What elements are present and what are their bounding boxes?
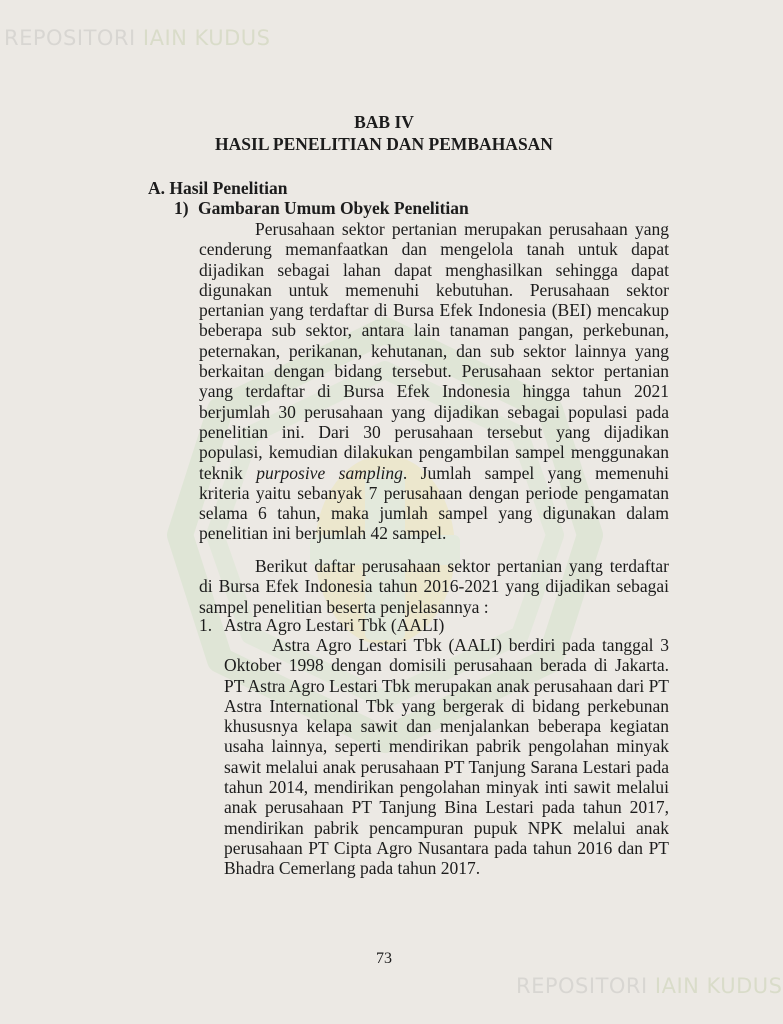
page-number: 73 — [376, 950, 392, 967]
subsection-heading — [174, 198, 469, 219]
list-item-body: Astra Agro Lestari Tbk (AALI) berdiri pada tanggal 3 Oktober 1998 dengan domisili perusahaan berada di Jakarta. PT Astra Agro Lestari Tbk merupakan anak perusahaan dari PT Astra International Tbk yang bergerak di bidang perkebunan khususnya kelapa sawit dan menjalankan beberapa kegiatan usaha lainnya, seperti mendirikan pabrik pengolahan minyak sawit melalui anak perusahaan PT Tanjung Sarana Lestari pada tahun 2014, mendirikan pengolahan minyak inti sawit melalui anak perusahaan PT Tanjung Bina Lestari pada tahun 2017, mendirikan pabrik pencampuran pupuk NPK melalui anak perusahaan PT Cipta Agro Nusantara pada tahun 2016 dan PT Bhadra Cemerlang pada tahun 2017. — [224, 635, 669, 879]
watermark-top-accent: IAIN KUDUS — [142, 26, 271, 50]
list-item-title: Astra Agro Lestari Tbk (AALI) — [224, 615, 445, 635]
italic-term: purposive sampling — [256, 462, 403, 483]
paragraph-sample-intro: Berikut daftar perusahaan sektor pertanian yang terdaftar di Bursa Efek Indonesia tahun 2016-2021 yang dijadikan sebagai sampel penelitian beserta penjelasannya : — [199, 556, 669, 617]
list-item-heading — [199, 615, 444, 636]
paragraph-overview-text: Perusahaan sektor pertanian merupakan perusahaan yang cenderung memanfaatkan dan mengelola tanah untuk dapat dijadikan sebagai lahan dapat menghasilkan sehingga dapat digunakan untuk memenuhi kebutuhan. Perusahaan sektor pertanian yang terdaftar di Bursa Efek Indonesia (BEI) mencakup beberapa sub sektor, antara lain tanaman pangan, perkebunan, peternakan, perikanan, kehutanan, dan sub sektor lainnya yang berkaitan dengan bidang tersebut. Perusahaan sektor pertanian yang terdaftar di Bursa Efek Indonesia hingga tahun 2021 berjumlah 30 perusahaan yang dijadikan sebagai populasi pada penelitian ini. Dari 30 perusahaan tersebut yang dijadikan populasi, kemudian dilakukan pengambilan sampel menggunakan teknik — [199, 219, 669, 483]
list-item-number: 1. — [199, 615, 213, 635]
watermark-top-text: REPOSITORI — [4, 26, 136, 50]
watermark-bottom — [516, 974, 783, 998]
subsection-title: Gambaran Umum Obyek Penelitian — [198, 198, 469, 218]
paragraph-overview-continued: . Jumlah sampel yang memenuhi kriteria yaitu sebanyak 7 perusahaan dengan periode pengamatan selama 6 tahun, maka jumlah sampel yang digunakan dalam penelitian ini berjumlah 42 sampel. — [199, 462, 669, 544]
watermark-bottom-text: REPOSITORI — [516, 974, 648, 998]
subsection-number: 1) — [174, 198, 189, 218]
section-heading: A. Hasil Penelitian — [148, 178, 288, 198]
chapter-title: HASIL PENELITIAN DAN PEMBAHASAN — [215, 134, 553, 154]
paragraph-overview — [199, 219, 669, 544]
chapter-number: BAB IV — [354, 112, 414, 132]
watermark-bottom-accent: IAIN KUDUS — [654, 974, 783, 998]
